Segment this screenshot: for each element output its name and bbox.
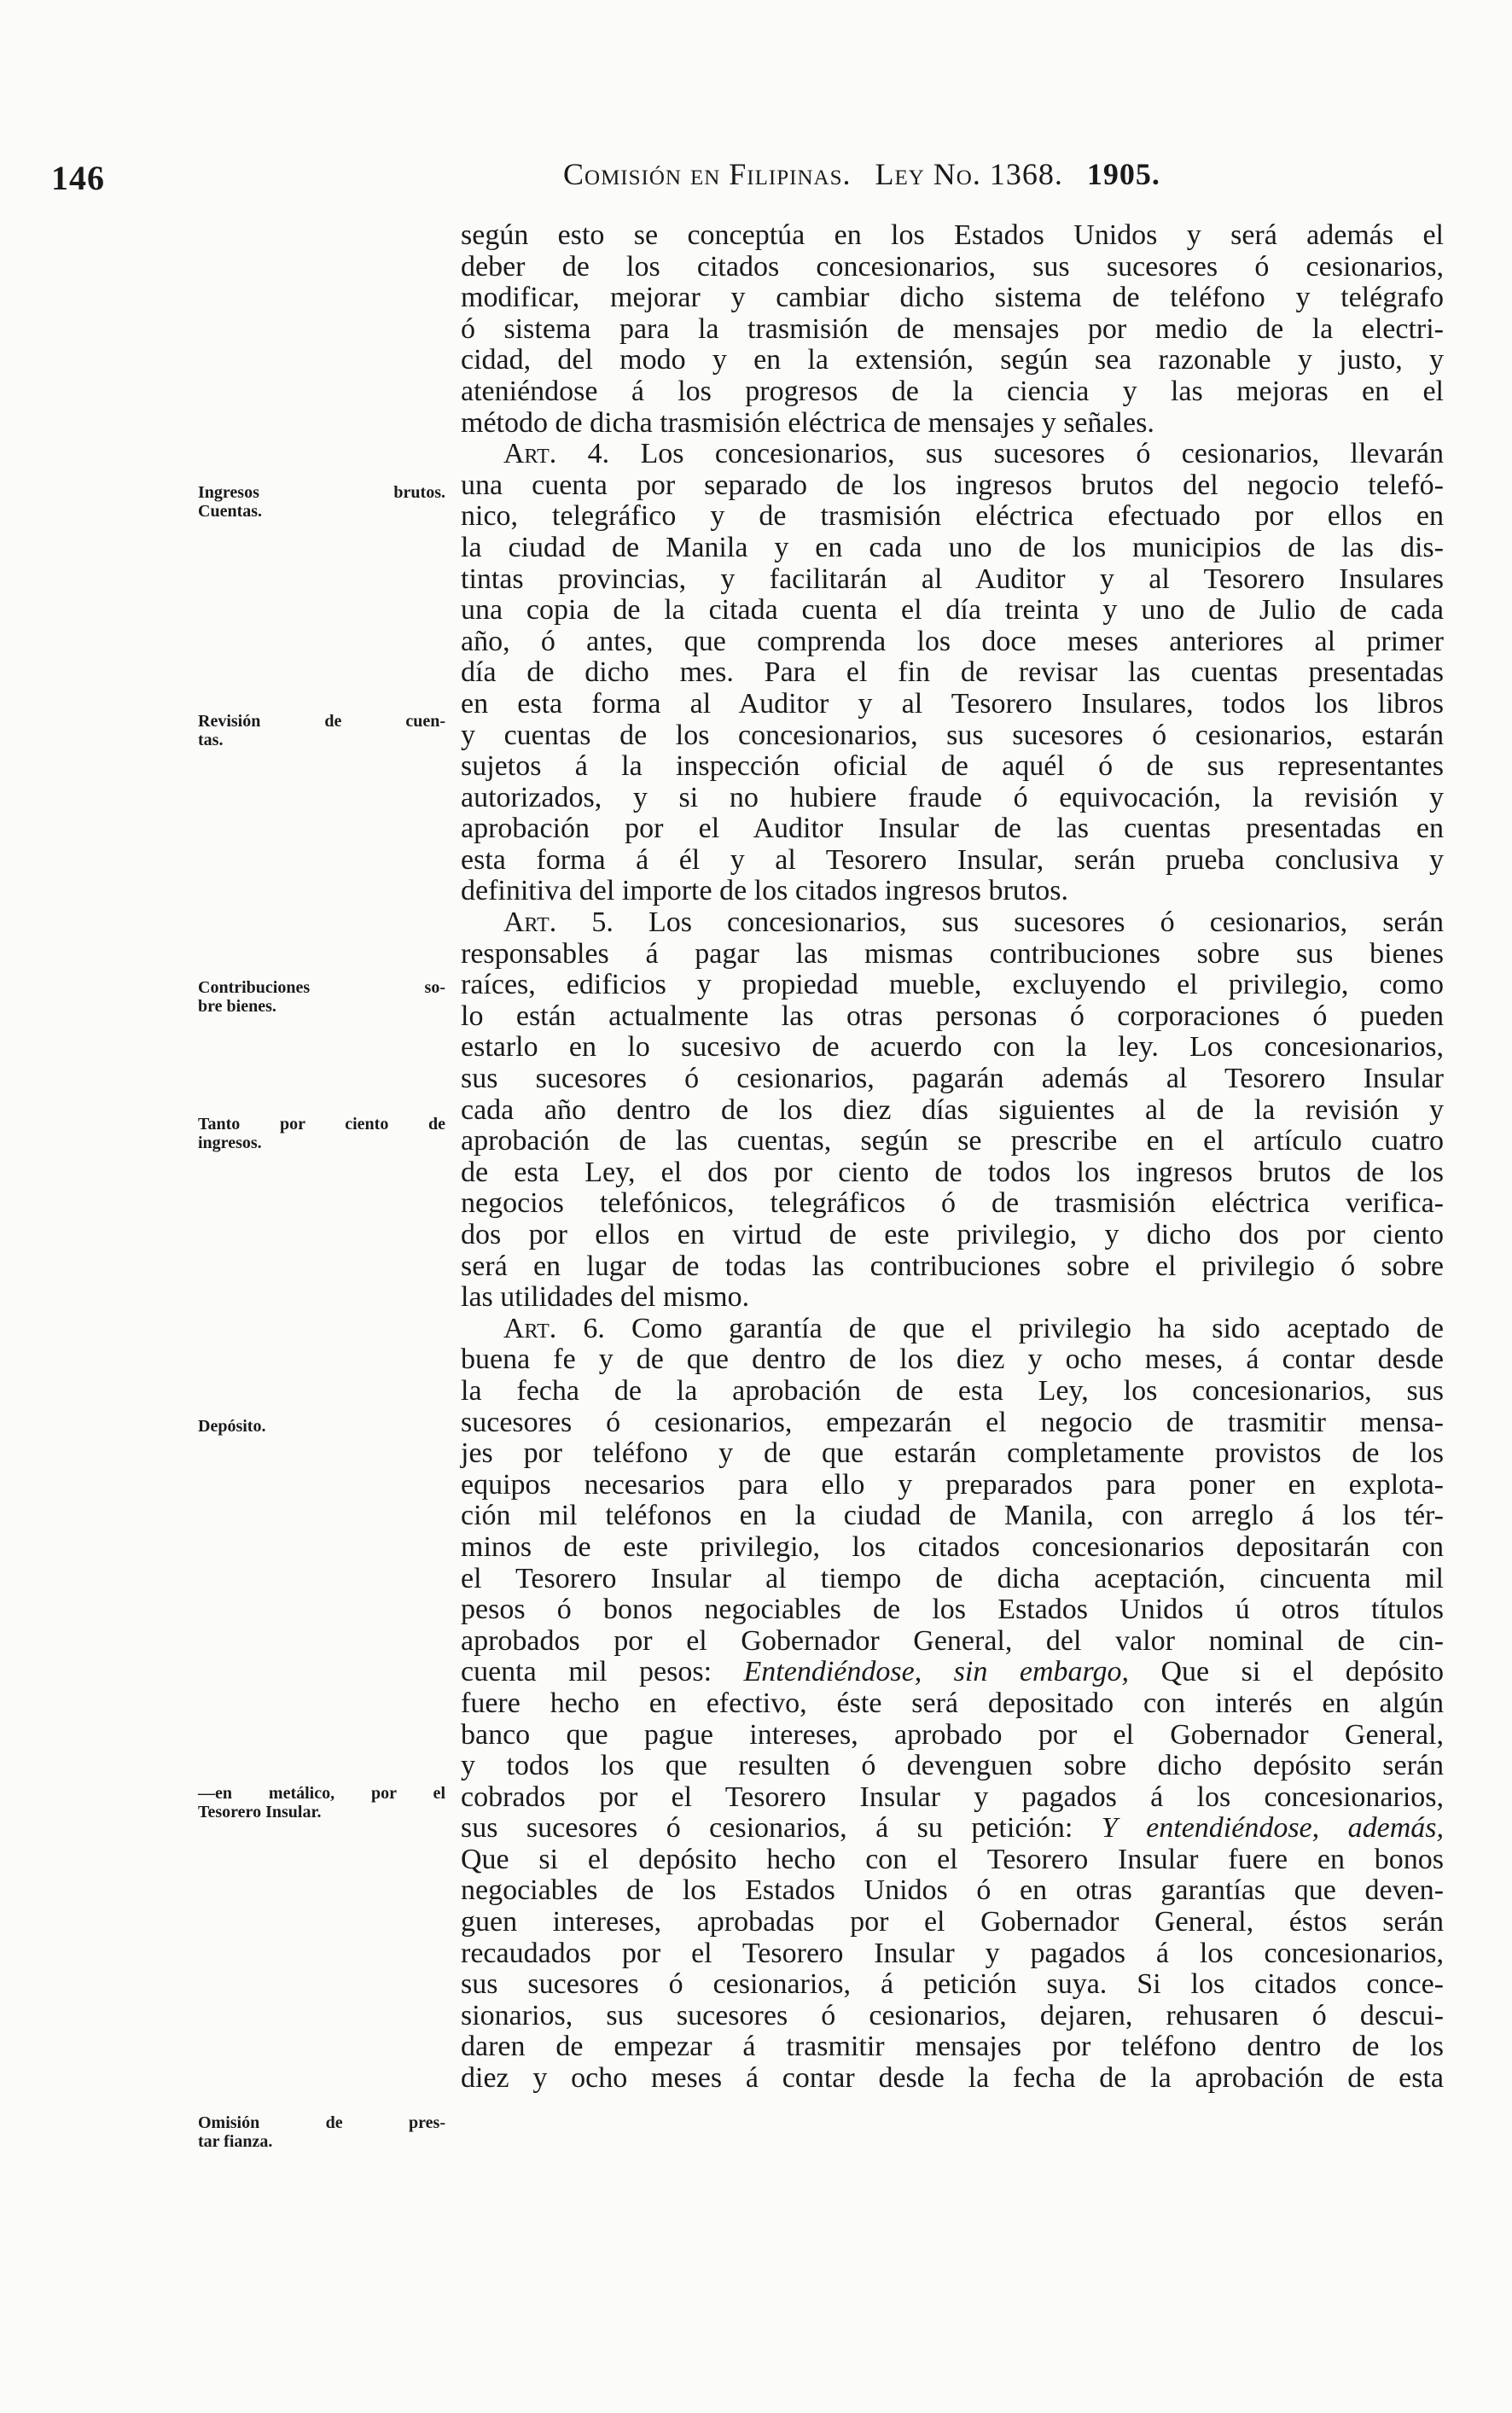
text-line: sucesores ó cesionarios, empezarán el negocio de trasmitir mensa- [461, 1406, 1444, 1438]
text-line: nico, telegráfico y de trasmisión eléctrica efectuado por ellos en [461, 500, 1444, 533]
text-line: ción mil teléfonos en la ciudad de Manila, con arreglo á los tér- [461, 1500, 1444, 1532]
text-line: Como garantía de que el privilegio ha sido aceptado de [631, 1312, 1444, 1344]
running-head-title: Comisión en Filipinas. [563, 157, 852, 191]
text-line: la fecha de la aprobación de esta Ley, los concesionarios, sus [461, 1374, 1444, 1407]
text-line: las utilidades del mismo. [461, 1281, 750, 1314]
text-line: pesos ó bonos negociables de los Estados Unidos ú otros títulos [461, 1594, 1444, 1626]
text-line: negocios telefónicos, telegráficos ó de trasmisión eléctrica verifica- [461, 1187, 1444, 1220]
italic-proviso: Y entendiéndose, además, [1101, 1812, 1444, 1845]
text-line: tintas provincias, y facilitarán al Auditor y al Tesorero Insulares [461, 562, 1444, 595]
text-line: recaudados por el Tesorero Insular y pagados á los concesionarios, [461, 1937, 1444, 1969]
text-line: lo están actualmente las otras personas ó corporaciones ó pueden [461, 1000, 1444, 1032]
text-line: buena fe y de que dentro de los diez y ocho meses, á contar desde [461, 1343, 1444, 1376]
body-text [461, 220, 1444, 2095]
text-line: año, ó antes, que comprenda los doce meses anteriores al primer [461, 625, 1444, 657]
text-line: raíces, edificios y propiedad mueble, excluyendo el privilegio, como [461, 969, 1444, 1001]
margin-note-line: Revisión de cuen- [198, 712, 445, 731]
text-line: esta forma á él y al Tesorero Insular, serán prueba conclusiva y [461, 843, 1444, 876]
text-line: minos de este privilegio, los citados concesionarios depositarán con [461, 1530, 1444, 1563]
text-line: cuenta mil pesos: [461, 1656, 744, 1688]
text-line: sujetos á la inspección oficial de aquél ó de sus representantes [461, 750, 1444, 783]
text-line: diez y ocho meses á contar desde la fecha de la aprobación de esta [461, 2062, 1444, 2095]
text-line: modificar, mejorar y cambiar dicho sistema de teléfono y telégrafo [461, 282, 1444, 314]
margin-note-en-metalico [198, 1784, 445, 1821]
text-line: aprobación por el Auditor Insular de las cuentas presentadas en [461, 813, 1444, 845]
text-line: autorizados, y si no hubiere fraude ó equivocación, la revisión y [461, 781, 1444, 813]
running-head-law: Ley No. 1368. [875, 157, 1063, 191]
article-6-label: Art. 6. [503, 1312, 605, 1344]
text-line: una copia de la citada cuenta el día treinta y uno de Julio de cada [461, 594, 1444, 627]
text-line: y cuentas de los concesionarios, sus sucesores ó cesionarios, estarán [461, 719, 1444, 751]
text-line: jes por teléfono y de que estarán completamente provistos de los [461, 1437, 1444, 1470]
margin-note-line: Omisión de pres- [198, 2113, 445, 2132]
margin-note-omision [198, 2113, 445, 2151]
text-line: la ciudad de Manila y en cada uno de los municipios de las dis- [461, 531, 1444, 563]
running-head-year: 1905. [1086, 157, 1160, 191]
text-line: responsables á pagar las mismas contribuciones sobre sus bienes [461, 937, 1444, 970]
text-line: dos por ellos en virtud de este privilegio, y dicho dos por ciento [461, 1219, 1444, 1250]
text-line: aprobados por el Gobernador General, del valor nominal de cin- [461, 1624, 1444, 1657]
margin-note-line: —en metálico, por el [198, 1784, 445, 1803]
text-line: equipos necesarios para ello y preparados para poner en explota- [461, 1468, 1444, 1501]
text-line: sus sucesores ó cesionarios, á su petición: [461, 1812, 1102, 1845]
text-line: según esto se conceptúa en los Estados Unidos y será además el [461, 219, 1444, 251]
text-line: banco que pague intereses, aprobado por el Gobernador General, [461, 1718, 1444, 1751]
article-4-label: Art. 4. [503, 438, 610, 470]
text-line: ó sistema para la trasmisión de mensajes por medio de la electri- [461, 312, 1444, 345]
italic-proviso: Entendiéndose, sin embargo, [743, 1656, 1129, 1688]
text-line: sionarios, sus sucesores ó cesionarios, dejaren, rehusaren ó descui- [461, 1999, 1444, 2031]
text-line: fuere hecho en efectivo, éste será depositado con interés en algún [461, 1687, 1444, 1719]
text-line: deber de los citados concesionarios, sus sucesores ó cesionarios, [461, 250, 1444, 283]
margin-note-line: ingresos. [198, 1134, 262, 1152]
text-line: y todos los que resulten ó devenguen sobre dicho depósito serán [461, 1750, 1444, 1782]
margin-note-line: Cuentas. [198, 502, 263, 521]
text-line: cobrados por el Tesorero Insular y pagados á los concesionarios, [461, 1781, 1444, 1813]
text-line: guen intereses, aprobadas por el Gobernador General, éstos serán [461, 1906, 1444, 1938]
text-line: Los concesionarios, sus sucesores ó cesionarios, serán [648, 906, 1444, 939]
margin-note-line: bre bienes. [198, 997, 276, 1016]
margin-note-tanto-por-ciento [198, 1115, 445, 1152]
text-line: Los concesionarios, sus sucesores ó cesionarios, llevarán [640, 438, 1444, 470]
text-line-mixed [461, 1813, 1444, 1845]
margin-note-line: Tanto por ciento de [198, 1115, 445, 1134]
text-line: sus sucesores ó cesionarios, á petición suya. Si los citados conce- [461, 1968, 1444, 2001]
text-line: será en lugar de todas las contribuciones sobre el privilegio ó sobre [461, 1250, 1444, 1282]
article-4-first-line [461, 439, 1444, 470]
article-5-label: Art. 5. [503, 906, 614, 939]
text-line: el Tesorero Insular al tiempo de dicha aceptación, cincuenta mil [461, 1562, 1444, 1594]
text-line: día de dicho mes. Para el fin de revisar las cuentas presentadas [461, 656, 1444, 689]
text-line: aprobación de las cuentas, según se prescribe en el artículo cuatro [461, 1125, 1444, 1157]
text-line: negociables de los Estados Unidos ó en otras garantías que deven- [461, 1874, 1444, 1907]
text-fragment: Que si el depósito [1128, 1656, 1444, 1688]
text-line: método de dicha trasmisión eléctrica de mensajes y señales. [461, 406, 1154, 439]
margin-note-deposito [198, 1417, 445, 1436]
margin-note-revision [198, 712, 445, 749]
article-5-first-line [461, 907, 1444, 939]
margin-note-line: tas. [198, 731, 224, 749]
text-line: en esta forma al Auditor y al Tesorero Insulares, todos los libros [461, 687, 1444, 720]
text-line: cada año dentro de los diez días siguientes al de la revisión y [461, 1093, 1444, 1126]
running-head [563, 156, 1160, 192]
text-line: cidad, del modo y en la extensión, según sea razonable y justo, y [461, 344, 1444, 376]
margin-note-contribuciones [198, 978, 445, 1016]
margin-note-line: Ingresos brutos. [198, 483, 445, 502]
text-line: estarlo en lo sucesivo de acuerdo con la ley. Los concesionarios, [461, 1031, 1444, 1064]
text-line: una cuenta por separado de los ingresos brutos del negocio telefó- [461, 469, 1444, 501]
margin-note-ingresos [198, 483, 445, 521]
text-line: ateniéndose á los progresos de la ciencia y las mejoras en el [461, 375, 1444, 407]
text-line: de esta Ley, el dos por ciento de todos los ingresos brutos de los [461, 1156, 1444, 1188]
text-line: definitiva del importe de los citados ingresos brutos. [461, 875, 1068, 907]
margin-note-line: Tesorero Insular. [198, 1803, 322, 1821]
article-6-first-line [461, 1314, 1444, 1345]
text-line: Que si el depósito hecho con el Tesorero Insular fuere en bonos [461, 1843, 1444, 1875]
text-line: sus sucesores ó cesionarios, pagarán además al Tesorero Insular [461, 1063, 1444, 1095]
page-number: 146 [51, 159, 105, 197]
text-line: daren de empezar á trasmitir mensajes por teléfono dentro de los [461, 2031, 1444, 2063]
margin-note-line: tar fianza. [198, 2132, 273, 2151]
margin-note-line: Depósito. [198, 1417, 266, 1436]
margin-note-line: Contribuciones so- [198, 978, 445, 997]
text-line-mixed [461, 1657, 1444, 1688]
